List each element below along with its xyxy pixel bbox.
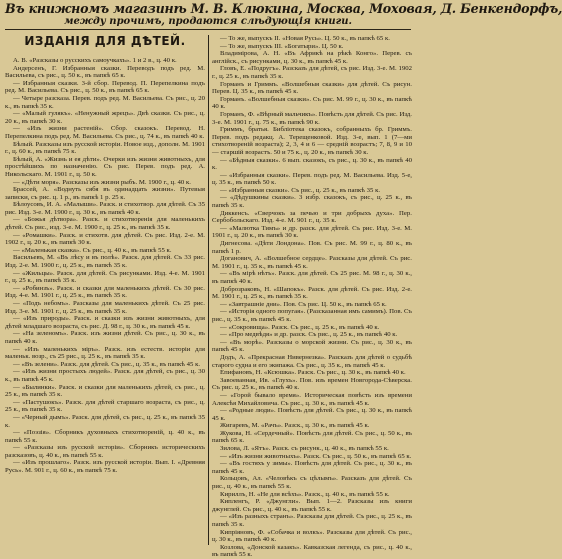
catalog-entry: Гриммъ, братья. Библіотека сказокъ, собранныхъ бр. Гриммъ. Перев. подъ редакц. А. Терещенковой. Изд. 3-е, вып. 1 (7—ми стихотвореній возраста); 2, 3, 4 и 6 — средній возрастъ; 7, 8, 9 и 10 — старшій возрастъ. 50 и 75 к., ц. 20 к., въ папкѣ 30 к.: [212, 126, 412, 156]
column-divider: [208, 35, 209, 545]
catalog-entry: — «Былинки». Разск. и сказки для маленькихъ дѣтей, съ рис., ц. 25 к., въ папкѣ 35 к.: [5, 383, 205, 399]
catalog-entry: — «Разсказы изъ русской исторіи». Сборникъ историческихъ разсказовъ, ц. 40 к., въ папкѣ 55 к.: [5, 444, 205, 459]
catalog-entry: — «Изъ жизни растеній». Сбор. сказокъ. Перевод. Н. Перепелкина подъ ред. М. Васильева. Съ рис., ц. 74 к., въ папкѣ 40 к.: [5, 125, 205, 140]
catalog-entry: — «Горой бывало время». Историческая повѣсть изъ времени Алексѣя Михайловича. Съ рис., ц. 30 к., въ папкѣ 45 к.: [212, 391, 412, 407]
store-header: Въ книжномъ магазинѣ М. В. Клюкина, Москва, Моховая, Д. Бенкендорфъ,: [5, 1, 562, 16]
catalog-entry: — «Дѣдушкины сказки». 3 избр. сказокъ, съ рис., ц. 25 к., въ папкѣ 35 к.: [212, 194, 412, 210]
catalog-entry: — «Въ мірѣ нѣтъ». Разск. для дѣтей. Съ 25 рис. М. 98 г., ц. 30 к., въ папкѣ 40 к.: [212, 270, 412, 285]
catalog-entry: Андерсенъ, Г. Избранныя сказки. Переводъ подъ ред. М. Васильева, съ рис., ц. 50 к., въ папкѣ 65 к.: [5, 64, 205, 80]
catalog-entry: — «Робинзъ». Разск. и сказки для маленькихъ дѣтей. Съ 30 рис. Изд. 4-е. М. 1901 г., ц. 25 к., въ папкѣ 35 к.: [5, 284, 205, 300]
catalog-entry: Епифановъ, Н. «Ксюшка». Разск. Съ рис., ц. 30 к., въ папкѣ 40 к.: [220, 369, 406, 377]
catalog-entry: Бѣлый, А. «Жизнь и ея дѣти». Очерки изъ жизни животныхъ, для простѣйшихъ по назначенію. Съ рис. Перев. подъ ред. А. Никольскаго. М. 1901 г., ц. 50 к.: [5, 155, 205, 178]
catalog-entry: Диккенсъ. «Сверчокъ за печью и три добрыхъ духа». Пер. Сербобольскаго. Изд. 4-е. М. 901 г., ц. 35 к.: [212, 209, 412, 225]
left-column: [5, 57, 205, 543]
catalog-entry: Дигнесова. «Дѣти Лондона». Пов. Съ рис. М. 99 г., ц. 80 к., въ папкѣ 1 р.: [212, 240, 412, 255]
catalog-entry: Бѣлоусовъ, И. А. «Малыши». Разск. и стихотвор. для дѣтей. Съ 35 рис. Изд. 3-е. М. 1900 г., ц. 30 к., въ папкѣ 40 к.: [5, 201, 205, 216]
catalog-entry: Васильевъ, М. «Въ лѣсу и въ полѣ». Разск. для дѣтей. Съ 33 рис. Изд. 2-е. М. 1900 г., ц. 25 к., въ папкѣ 35 к.: [5, 254, 205, 270]
catalog-entry: — «Изъ прошлаго». Разск. изъ русской исторіи. Вып. I. «Древняя Русь». М. 901 г., ц. 60 к., въ папкѣ 75 к.: [5, 459, 205, 475]
catalog-entry: — «Изъ жизни животныхъ». Разск. Съ рис., ц. 50 к., въ папкѣ 65 к.: [220, 452, 412, 460]
catalog-entry: — То же, выпускъ II. «Новая Русь». Ц. 50 к., въ папкѣ 65 к.: [220, 35, 390, 42]
catalog-entry: — «Ромашки». Разск. и стихотв. для дѣтей. Съ рис. Изд. 2-е. М. 1902 г., ц. 20 к., въ папкѣ 30 к.: [5, 231, 205, 247]
catalog-entry: Кольцовъ, Ал. «Человѣкъ съ цѣлымъ». Разсказъ для дѣтей. Съ рис., ц. 40 к., въ папкѣ 55 к.: [212, 475, 412, 491]
catalog-entry: — Четыре разсказа. Перев. подъ ред. М. Васильева. Съ рис., ц. 20 к., въ папкѣ 35 к.: [5, 94, 205, 110]
catalog-entry: — «Избранныя сказки». Съ рис., ц. 25 к., въ папкѣ 35 к.: [220, 186, 381, 194]
catalog-entry: — «Изъ природы». Разск. и сказки изъ жизни животныхъ, для дѣтей младшаго возраста, съ рис. Д. 98 г., ц. 30 к., въ папкѣ 45 к.: [5, 315, 205, 330]
catalog-entry: — «Малый гулякъ». «Ненужный жрецъ». Двѣ сказки. Съ рис., ц. 20 к., въ папкѣ 30 к.: [5, 110, 205, 125]
catalog-entry: — «Изъ разныхъ странъ». Разсказы для дѣтей. Съ рис., ц. 25 к., въ папкѣ 35 к.: [212, 513, 412, 528]
catalog-entry: — «Жильцы». Разск. для дѣтей. Съ рисунками. Изд. 4-е. М. 1901 г., ц. 25 к., въ папкѣ 35 к.: [5, 269, 205, 285]
catalog-entry: — «Божья дѣтвора». Разск. и стихотворенія для маленькихъ дѣтей. Съ рис., изд. 3-е. М. 1900 г., ц. 25 к., въ папкѣ 35 к.: [5, 216, 205, 232]
catalog-entry: — «Подъ небомъ». Разсказы для маленькихъ дѣтей. Съ 25 рис. Изд. 3-е. М. 1901 г., ц. 25 к., въ папкѣ 35 к.: [5, 300, 205, 315]
catalog-entry: Кипріяновъ, Ф. «Собачка и волкъ». Разсказы для дѣтей. Съ рис., ц. 30 к., въ папкѣ 40 к.: [212, 528, 412, 544]
catalog-entry: — «Сокровища». Разск. Съ рис., ц. 25 к., въ папкѣ 40 к.: [220, 323, 380, 331]
catalog-entry: Горманъ. «Волшебныя сказки». Съ рис. М. 99 г., ц. 30 к., въ папкѣ 40 к.: [212, 95, 412, 111]
catalog-entry: — «Въ зелени». Разск. для дѣтей. Съ рис., ц. 35 к., въ папкѣ 45 к.: [13, 360, 201, 368]
catalog-entry: Кипленгъ, Р. «Джунгли». Вып. 1—2. Разсказы изъ книги джунглей. Съ рис., ц. 40 к., въ папкѣ 55 к.: [212, 498, 412, 513]
catalog-entry: — «Родные люди». Повѣсть для дѣтей. Съ рис., ц. 30 к., въ папкѣ 45 к.: [212, 407, 412, 422]
catalog-entry: Кириллъ, Н. «Не для всѣхъ». Разск., ц. 40 к., въ папкѣ 55 к.: [220, 490, 390, 498]
catalog-entry: — «Про медвѣдя» и др. разск. Съ рис., ц. 25 к., въ папкѣ 40 к.: [220, 331, 398, 339]
catalog-entry: — «Маленькая сказка». Съ рис., ц. 40 к., въ папкѣ 55 к.: [13, 246, 172, 254]
catalog-entry: Бѣлый. Разсказы изъ русской исторіи. Новое изд., дополн. М. 1901 г., ц. 60 к., въ папкѣ 75 к.: [5, 140, 205, 156]
catalog-entry: — «Изъ жизни простыхъ людей». Разск. для дѣтей, съ рис., ц. 30 к., въ папкѣ 45 к.: [5, 368, 205, 383]
catalog-entry: — «Пастушокъ». Разск. для дѣтей старшаго возраста, съ рис., ц. 25 к., въ папкѣ 35 к.: [5, 398, 205, 414]
right-column: [212, 35, 412, 559]
catalog-entry: — «Избранныя сказки». Перев. подъ ред. М. Васильева. Изд. 5-е, ц. 35 к., въ папкѣ 50 к.: [212, 171, 412, 187]
catalog-entry: Горманъ и Гриммъ. «Волшебныя сказки» для дѣтей. Съ рисун. Перев. Ц. 35 к., въ папкѣ 45 к.: [212, 80, 412, 96]
catalog-entry: — «Исторія одного попугая». (Разсказанная имъ самимъ). Пов. Съ рис., ц. 35 к., въ папкѣ 45 к.: [212, 308, 412, 323]
catalog-entry: Жукова, Н. «Сердечный». Повѣсть для дѣтей. Съ рис., ц. 50 к., въ папкѣ 65 к.: [212, 429, 412, 445]
catalog-entry: Козлова, «Донской казакъ». Кавказская легенда, съ рис., ц. 40 к., въ папкѣ 55 к.: [212, 543, 412, 559]
catalog-entry: — «Черный дымъ». Разск. для дѣтей, съ рис., ц. 25 к., въ папкѣ 35 к.: [5, 413, 205, 429]
catalog-entry: — «Бѣдныя сказки». 6 вып. сказокъ, съ рис., ц. 30 к., въ папкѣ 40 к.: [212, 156, 412, 172]
catalog-entry: Горманъ, Ф. «Вѣрный мальчикъ». Повѣсть для дѣтей. Съ рис. Изд. 3-е. М. 1901 г., ц. 75 к., въ папкѣ 90 к.: [212, 110, 412, 126]
catalog-entry: Додъ, А. «Прекрасная Нивернезка». Разсказъ для дѣтей о судьбѣ старого судна и его экипажа. Съ рис., ц. 35 к., въ папкѣ 45 к.: [212, 353, 412, 369]
store-subheader: между прочимъ, продаются слѣдующія книги.: [5, 16, 411, 30]
catalog-entry: А. В. «Разсказы о русскихъ самоучкахъ». 1 и 2 в., ц. 40 к.: [13, 57, 177, 64]
catalog-entry: — «Малютка Тимъ» и др. разск. для дѣтей. Съ рис. Изд. 3-е. М. 1901 г., ц. 20 к., въ папкѣ 30 к.: [212, 224, 412, 240]
catalog-entry: — Избранныя сказки. 3-й сбор. Перевод. П. Перепелкина подъ ред. М. Васильева. Съ рис., ц. 50 к., въ папкѣ 65 к.: [5, 79, 205, 95]
catalog-entry: — «Изъ маленькихъ міръ». Разск. изъ естеств. исторіи для маленьк. возр., съ 25 рис., ц. 25 к., въ папкѣ 35 к.: [5, 345, 205, 361]
catalog-entry: — То же, выпускъ III. «Богатыри». Ц. 50 к.: [220, 42, 344, 50]
catalog-entry: Доганович, А. «Волшебное сердце». Разсказы для дѣтей. Съ рис. М. 1901 г., ц. 35 к., въ папкѣ 45 к.: [212, 255, 412, 270]
catalog-entry: — «Въ морѣ». Разсказы о морской жизни. Съ рис., ц. 30 к., въ папкѣ 45 к.: [212, 338, 412, 354]
catalog-entry: Владимірова, А. Н. «Въ Африкѣ на рѣкѣ Конго». Перев. съ англійск., съ рисунками, ц. 30 к., въ папкѣ 45 к.: [212, 50, 412, 65]
catalog-entry: Брассей, А. «Воднуть сябя въ одинадцать жизни». Путевыя записки, съ рис. ц. 1 р., въ папкѣ 1 р. 25 к.: [5, 186, 205, 201]
catalog-entry: — «Завтрашніе дни». Пов. Съ рис. Ц. 50 к., въ папкѣ 65 к.: [220, 300, 387, 308]
catalog-entry: Зилова, Л. «Ятъ». Разск. съ рисунк., ц. 40 к., въ папкѣ 55 к.: [220, 445, 389, 453]
catalog-entry: Гловъ, Е. «Подругъ». Разсказъ для дѣтей, съ рис. Изд. 3-е. М. 1902 г., ц. 25 к., въ папкѣ 35 к.: [212, 65, 412, 80]
catalog-entry: Жигаревъ, М. «Рачъ». Разск., ц. 30 к., въ папкѣ 45 к.: [220, 422, 370, 430]
catalog-entry: — «На зеленомъ». Разск. изъ жизни дѣтей. Съ рис., ц. 30 к., въ папкѣ 40 к.: [5, 330, 205, 345]
catalog-entry: — «Въ гостяхъ у зимы». Повѣсть для дѣтей. Съ рис., ц. 30 к., въ папкѣ 45 к.: [212, 460, 412, 475]
catalog-entry: Завоеванная, Ив. «Глухъ». Пов. изъ времен Новгорода-Сѣверска. Съ рис. ц. 25 к., въ папкѣ 40 к.: [212, 376, 412, 392]
catalog-entry: — «Поэзія». Сборникъ духовныхъ стихотвореній, ц. 40 к., въ папкѣ 55 к.: [5, 429, 205, 444]
catalog-entry: Доброзраковъ, Н. «Шапокъ». Разск. для дѣтей. Съ рис. Изд. 2-е. М. 1901 г., ц. 25 к., въ папкѣ 35 к.: [212, 285, 412, 301]
catalog-entry: — «Дѣти моря». Разсказы изъ жизни рыбъ. М. 1900 г., ц. 40 к.: [13, 178, 191, 186]
section-title: ИЗДАНІЯ ДЛЯ ДѢТЕЙ.: [24, 34, 186, 48]
